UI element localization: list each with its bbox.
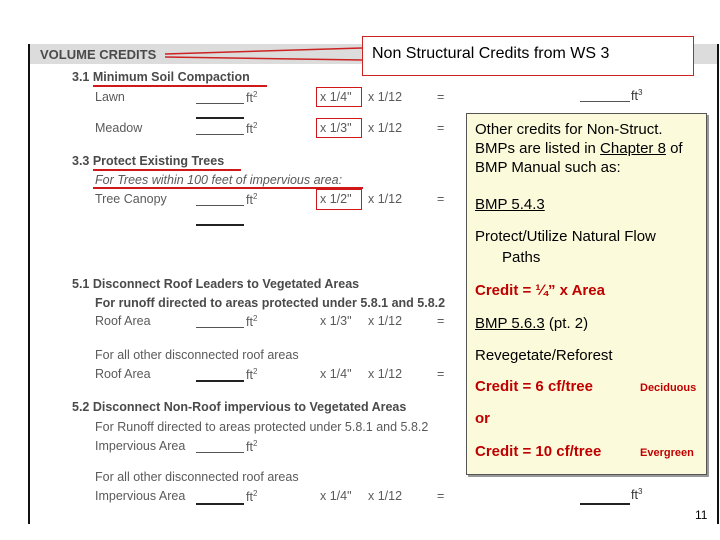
row-meadow-factor: x 1/3" — [320, 121, 352, 135]
row-impervious-1-label: Impervious Area — [95, 439, 186, 453]
overlay-intro: Other credits for Non-Struct. BMPs are listed in Chapter 8 of BMP Manual such as: — [475, 121, 683, 176]
row-impervious-2-factor: x 1/4" — [320, 489, 352, 503]
evergreen-label: Evergreen — [640, 447, 694, 459]
deciduous-label: Deciduous — [640, 382, 697, 394]
section-3-3-note: For Trees within 100 feet of impervious area: — [95, 173, 343, 187]
row-roof-area-1-mult: x 1/12 — [368, 314, 403, 328]
row-impervious-2-label: Impervious Area — [95, 489, 186, 503]
row-tree-canopy-eq: = — [437, 192, 445, 206]
credit-3: Credit = 10 cf/tree — [475, 443, 602, 460]
row-meadow-factor-box — [316, 118, 362, 138]
chapter-8-link[interactable]: Chapter 8 — [600, 140, 666, 157]
row-roof-area-2-unit: $ft^2$ — [246, 367, 258, 383]
row-meadow-eq: = — [437, 121, 445, 135]
row-roof-area-1-label: Roof Area — [95, 314, 151, 328]
bmp-5-4-3-link[interactable]: BMP 5.4.3 — [475, 196, 545, 213]
section-3-3-underline — [93, 169, 241, 171]
row-roof-area-1-blank — [196, 327, 244, 328]
section-5-2-title: 5.2 Disconnect Non-Roof impervious to Vegetated Areas — [72, 400, 407, 414]
row-lawn-mult: x 1/12 — [368, 90, 403, 104]
row-tree-canopy-mult: x 1/12 — [368, 192, 403, 206]
row-lawn-factor-box — [316, 87, 362, 107]
row-tree-canopy-unit: $ft^2$ — [246, 192, 258, 208]
section-3-3-title: 3.3 Protect Existing Trees — [72, 154, 225, 168]
row-roof-area-2-mult: x 1/12 — [368, 367, 403, 381]
row-lawn-label: Lawn — [95, 90, 125, 104]
row-meadow-unit: $ft^2$ — [246, 121, 258, 137]
bmp-5-6-3-link[interactable]: BMP 5.6.3 — [475, 315, 545, 332]
row-tree-canopy-factor: x 1/2" — [320, 192, 352, 206]
row-lawn-unit: $ft^2$ — [246, 90, 258, 106]
row-impervious-1-unit: $ft^2$ — [246, 439, 258, 455]
row-roof-area-2-blank — [196, 380, 244, 382]
row-roof-area-1-factor: x 1/3" — [320, 314, 352, 328]
callout-text: Non Structural Credits from WS 3 — [372, 45, 610, 62]
row-lawn-eq: = — [437, 90, 445, 104]
row-impervious-2-mult: x 1/12 — [368, 489, 403, 503]
row-meadow-label: Meadow — [95, 121, 143, 135]
section-5-1-note-1: For runoff directed to areas protected under 5.8.1 and 5.8.2 — [95, 296, 446, 310]
row-meadow-mult: x 1/12 — [368, 121, 403, 135]
row-impervious-1-blank — [196, 452, 244, 453]
section-3-1-title: 3.1 Minimum Soil Compaction — [72, 70, 250, 84]
row-tree-canopy-factor-box — [316, 189, 362, 210]
row-meadow-blank-top — [196, 117, 244, 119]
row-tree-canopy-blank-2 — [196, 224, 244, 226]
or-label: or — [475, 410, 490, 427]
page-number: 11 — [695, 508, 708, 522]
row-impervious-2-result-blank — [580, 503, 630, 505]
row-meadow-blank — [196, 134, 244, 135]
row-lawn-result-unit: $ft^3$ — [631, 88, 643, 104]
bmp-5-4-3-desc-line-1: Protect/Utilize Natural Flow — [475, 228, 656, 245]
section-5-2-note-2: For all other disconnected roof areas — [95, 470, 299, 484]
header-title: VOLUME CREDITS — [40, 47, 157, 62]
bmp-5-4-3-desc-line-2: Paths — [502, 249, 541, 266]
bmp-5-6-3-desc: Revegetate/Reforest — [475, 347, 613, 364]
credit-1: Credit = ¼” x Area — [475, 282, 605, 299]
row-roof-area-2-label: Roof Area — [95, 367, 151, 381]
row-impervious-2-eq: = — [437, 489, 445, 503]
row-roof-area-1-eq: = — [437, 314, 445, 328]
bmp-5-6-3: BMP 5.6.3 (pt. 2) — [475, 315, 589, 332]
section-3-1-underline — [93, 85, 267, 87]
row-tree-canopy-blank — [196, 205, 244, 206]
row-lawn-result-blank — [580, 101, 630, 102]
section-5-1-note-2: For all other disconnected roof areas — [95, 348, 299, 362]
row-lawn-blank — [196, 103, 244, 104]
credit-2: Credit = 6 cf/tree — [475, 378, 593, 395]
row-tree-canopy-label: Tree Canopy — [95, 192, 167, 206]
section-5-1-title: 5.1 Disconnect Roof Leaders to Vegetated Areas — [72, 277, 360, 291]
row-roof-area-2-eq: = — [437, 367, 445, 381]
row-roof-area-1-unit: $ft^2$ — [246, 314, 258, 330]
row-impervious-2-result-unit: $ft^3$ — [631, 487, 643, 503]
row-impervious-2-unit: $ft^2$ — [246, 489, 258, 505]
row-lawn-factor: x 1/4" — [320, 90, 352, 104]
row-roof-area-2-factor: x 1/4" — [320, 367, 352, 381]
section-5-2-note-1: For Runoff directed to areas protected under 5.8.1 and 5.8.2 — [95, 420, 429, 434]
row-impervious-2-blank — [196, 503, 244, 505]
